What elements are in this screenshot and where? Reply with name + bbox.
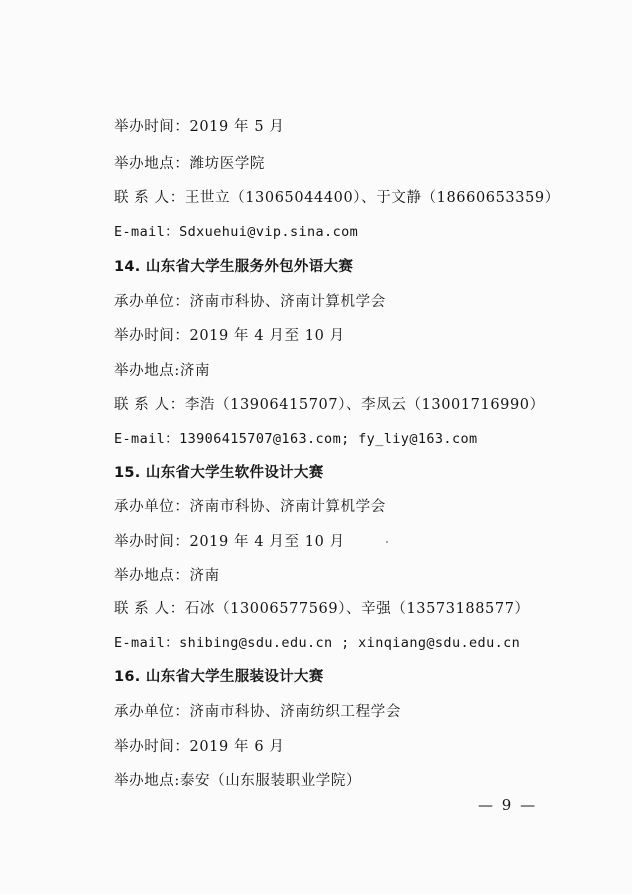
field-value: 李浩（13906415707）、李凤云（13001716990） [184, 397, 545, 413]
event-time-line: 举办时间：2019 年 4 月至 10 月 [114, 328, 345, 344]
event-venue-line: 举办地点:济南 [114, 363, 211, 379]
section-heading-15: 15. 山东省大学生软件设计大赛 [114, 465, 324, 481]
event-time-line: 举办时间：2019 年 4 月至 10 月 [114, 534, 345, 550]
email-value: Sdxuehui@vip.sina.com [179, 224, 359, 240]
field-value: 泰安（山东服装职业学院） [179, 773, 362, 789]
field-value: 潍坊医学院 [189, 156, 266, 172]
event-venue-line: 举办地点：济南 [114, 568, 220, 584]
field-label: 联 系 人 [114, 190, 170, 206]
field-label: 联 系 人 [114, 397, 170, 413]
field-label: 举办地点 [114, 156, 175, 172]
field-label: 举办地点 [114, 568, 175, 584]
field-value: 济南市科协、济南纺织工程学会 [189, 704, 401, 720]
section-heading-14: 14. 山东省大学生服务外包外语大赛 [114, 259, 354, 275]
field-value: 石冰（13006577569）、辛强（13573188577） [184, 601, 530, 617]
field-label: 举办时间 [114, 328, 175, 344]
scan-speck [386, 541, 388, 543]
event-time-line: 举办时间：2019 年 5 月 [114, 119, 285, 135]
field-label: 承办单位 [114, 294, 175, 310]
field-label: 举办时间 [114, 119, 175, 135]
field-value: 2019 年 6 月 [189, 739, 285, 755]
field-value: 济南市科协、济南计算机学会 [189, 294, 386, 310]
field-value: 2019 年 5 月 [189, 119, 285, 135]
email-value: shibing@sdu.edu.cn ; xinqiang@sdu.edu.cn [179, 635, 521, 651]
contact-line: 联 系 人：王世立（13065044400）、于文静（18660653359） [114, 190, 560, 206]
email-value: 13906415707@163.com; fy_liy@163.com [179, 431, 478, 447]
field-label: E-mail [114, 224, 166, 240]
event-venue-line: 举办地点:泰安（山东服装职业学院） [114, 773, 362, 789]
field-label: 举办时间 [114, 739, 175, 755]
field-label: 举办时间 [114, 534, 175, 550]
contact-line: 联 系 人：李浩（13906415707）、李凤云（13001716990） [114, 397, 545, 413]
field-value: 济南市科协、济南计算机学会 [189, 499, 386, 515]
field-value: 济南 [189, 568, 220, 584]
field-label: 承办单位 [114, 499, 175, 515]
field-label: 联 系 人 [114, 601, 170, 617]
field-label: 承办单位 [114, 704, 175, 720]
email-line: E-mail：Sdxuehui@vip.sina.com [114, 224, 359, 240]
field-label: E-mail [114, 431, 166, 447]
field-value: 王世立（13065044400）、于文静（18660653359） [184, 190, 560, 206]
email-line: E-mail：shibing@sdu.edu.cn ; xinqiang@sdu.edu.cn [114, 635, 521, 651]
event-venue-line: 举办地点：潍坊医学院 [114, 156, 266, 172]
organizer-line: 承办单位：济南市科协、济南计算机学会 [114, 499, 386, 515]
field-label: 举办地点 [114, 363, 175, 379]
section-heading-16: 16. 山东省大学生服装设计大赛 [114, 669, 324, 685]
contact-line: 联 系 人：石冰（13006577569）、辛强（13573188577） [114, 601, 530, 617]
field-label: 举办地点 [114, 773, 175, 789]
organizer-line: 承办单位：济南市科协、济南纺织工程学会 [114, 704, 401, 720]
page-number: — 9 — [478, 796, 538, 814]
email-line: E-mail：13906415707@163.com; fy_liy@163.com [114, 431, 478, 447]
field-value: 济南 [179, 363, 211, 379]
field-value: 2019 年 4 月至 10 月 [189, 328, 345, 344]
field-value: 2019 年 4 月至 10 月 [189, 534, 345, 550]
event-time-line: 举办时间：2019 年 6 月 [114, 739, 285, 755]
organizer-line: 承办单位：济南市科协、济南计算机学会 [114, 294, 386, 310]
field-label: E-mail [114, 635, 166, 651]
